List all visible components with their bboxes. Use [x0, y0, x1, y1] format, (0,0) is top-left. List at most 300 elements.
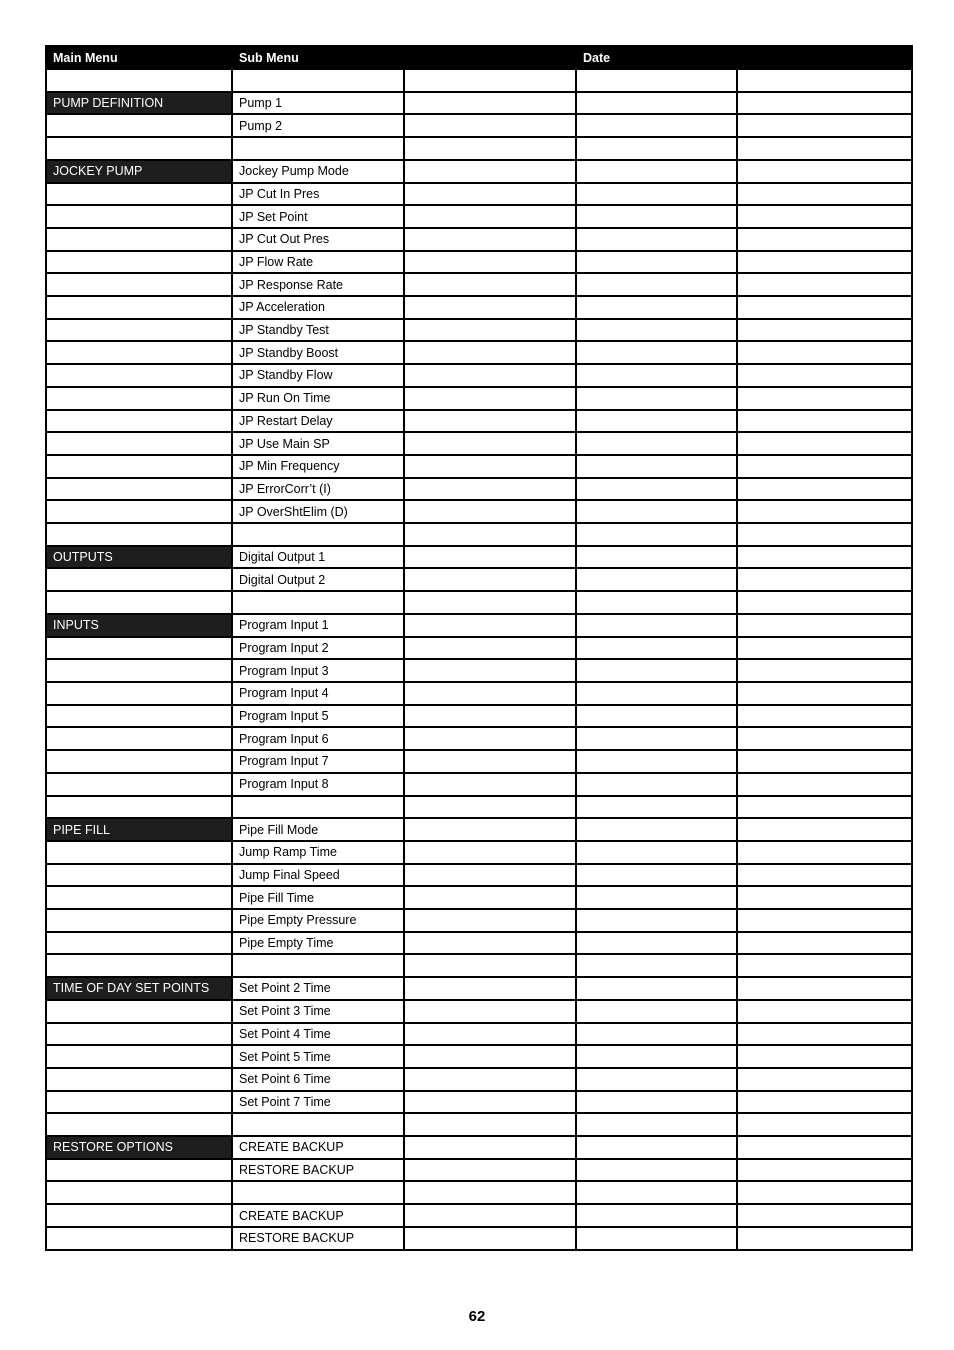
- sub-menu-cell: Pipe Empty Time: [232, 932, 404, 955]
- value-cell: [404, 455, 576, 478]
- value-cell: [404, 909, 576, 932]
- value-cell: [404, 1227, 576, 1250]
- table-row: [46, 183, 912, 206]
- table-row: [46, 773, 912, 796]
- value-cell: [404, 296, 576, 319]
- date-cell: [576, 137, 737, 160]
- sub-menu-cell: Program Input 3: [232, 659, 404, 682]
- main-menu-cell: [46, 410, 232, 433]
- notes-cell: [737, 1000, 912, 1023]
- main-menu-cell: [46, 319, 232, 342]
- date-cell: [576, 500, 737, 523]
- sub-menu-cell: [232, 523, 404, 546]
- main-menu-cell: [46, 796, 232, 819]
- notes-cell: [737, 614, 912, 637]
- table-row: [46, 727, 912, 750]
- date-cell: [576, 841, 737, 864]
- date-cell: [576, 818, 737, 841]
- notes-cell: [737, 796, 912, 819]
- value-cell: [404, 364, 576, 387]
- sub-menu-cell: Set Point 6 Time: [232, 1068, 404, 1091]
- date-cell: [576, 932, 737, 955]
- main-menu-cell: [46, 455, 232, 478]
- sub-menu-cell: [232, 591, 404, 614]
- table-row: [46, 614, 912, 637]
- table-row: [46, 114, 912, 137]
- notes-cell: [737, 69, 912, 92]
- value-cell: [404, 114, 576, 137]
- table-row: [46, 478, 912, 501]
- header-blank-2: [737, 46, 912, 69]
- value-cell: [404, 251, 576, 274]
- table-row: [46, 1204, 912, 1227]
- notes-cell: [737, 114, 912, 137]
- table-row: [46, 932, 912, 955]
- table-row: [46, 69, 912, 92]
- notes-cell: [737, 568, 912, 591]
- sub-menu-cell: RESTORE BACKUP: [232, 1227, 404, 1250]
- table-row: [46, 432, 912, 455]
- value-cell: [404, 796, 576, 819]
- value-cell: [404, 705, 576, 728]
- header-blank-1: [404, 46, 576, 69]
- value-cell: [404, 637, 576, 660]
- sub-menu-cell: Pump 1: [232, 92, 404, 115]
- table-row: [46, 796, 912, 819]
- date-cell: [576, 727, 737, 750]
- date-cell: [576, 796, 737, 819]
- sub-menu-cell: [232, 137, 404, 160]
- date-cell: [576, 273, 737, 296]
- notes-cell: [737, 1023, 912, 1046]
- value-cell: [404, 137, 576, 160]
- main-menu-cell: [46, 1045, 232, 1068]
- date-cell: [576, 886, 737, 909]
- main-menu-cell: TIME OF DAY SET POINTS: [46, 977, 232, 1000]
- table-row: [46, 818, 912, 841]
- notes-cell: [737, 546, 912, 569]
- value-cell: [404, 1204, 576, 1227]
- sub-menu-cell: Pipe Fill Mode: [232, 818, 404, 841]
- value-cell: [404, 1091, 576, 1114]
- notes-cell: [737, 160, 912, 183]
- notes-cell: [737, 1227, 912, 1250]
- table-row: [46, 546, 912, 569]
- notes-cell: [737, 1068, 912, 1091]
- sub-menu-cell: CREATE BACKUP: [232, 1204, 404, 1227]
- date-cell: [576, 1136, 737, 1159]
- value-cell: [404, 69, 576, 92]
- notes-cell: [737, 818, 912, 841]
- notes-cell: [737, 273, 912, 296]
- date-cell: [576, 455, 737, 478]
- date-cell: [576, 251, 737, 274]
- main-menu-cell: [46, 682, 232, 705]
- date-cell: [576, 614, 737, 637]
- value-cell: [404, 659, 576, 682]
- main-menu-cell: [46, 1204, 232, 1227]
- main-menu-cell: [46, 523, 232, 546]
- value-cell: [404, 818, 576, 841]
- table-row: [46, 1091, 912, 1114]
- main-menu-cell: [46, 114, 232, 137]
- sub-menu-cell: Digital Output 2: [232, 568, 404, 591]
- date-cell: [576, 205, 737, 228]
- table-row: [46, 1045, 912, 1068]
- value-cell: [404, 341, 576, 364]
- sub-menu-cell: JP Set Point: [232, 205, 404, 228]
- table-row: [46, 341, 912, 364]
- value-cell: [404, 228, 576, 251]
- table-row: [46, 659, 912, 682]
- notes-cell: [737, 410, 912, 433]
- table-row: [46, 92, 912, 115]
- sub-menu-cell: Program Input 6: [232, 727, 404, 750]
- header-row: [46, 46, 912, 69]
- table-row: [46, 205, 912, 228]
- sub-menu-cell: RESTORE BACKUP: [232, 1159, 404, 1182]
- notes-cell: [737, 364, 912, 387]
- date-cell: [576, 637, 737, 660]
- main-menu-cell: [46, 296, 232, 319]
- table-row: [46, 954, 912, 977]
- value-cell: [404, 1159, 576, 1182]
- notes-cell: [737, 659, 912, 682]
- notes-cell: [737, 523, 912, 546]
- date-cell: [576, 114, 737, 137]
- date-cell: [576, 546, 737, 569]
- notes-cell: [737, 1091, 912, 1114]
- main-menu-cell: [46, 909, 232, 932]
- sub-menu-cell: Set Point 5 Time: [232, 1045, 404, 1068]
- date-cell: [576, 909, 737, 932]
- main-menu-cell: RESTORE OPTIONS: [46, 1136, 232, 1159]
- notes-cell: [737, 841, 912, 864]
- date-cell: [576, 977, 737, 1000]
- sub-menu-cell: JP Min Frequency: [232, 455, 404, 478]
- main-menu-cell: [46, 137, 232, 160]
- main-menu-cell: [46, 387, 232, 410]
- table-row: [46, 296, 912, 319]
- notes-cell: [737, 932, 912, 955]
- notes-cell: [737, 864, 912, 887]
- value-cell: [404, 864, 576, 887]
- main-menu-cell: [46, 568, 232, 591]
- date-cell: [576, 682, 737, 705]
- value-cell: [404, 1045, 576, 1068]
- sub-menu-cell: JP Use Main SP: [232, 432, 404, 455]
- date-cell: [576, 296, 737, 319]
- notes-cell: [737, 977, 912, 1000]
- value-cell: [404, 932, 576, 955]
- sub-menu-cell: Digital Output 1: [232, 546, 404, 569]
- table-row: [46, 1000, 912, 1023]
- notes-cell: [737, 1136, 912, 1159]
- notes-cell: [737, 296, 912, 319]
- table-row: [46, 909, 912, 932]
- main-menu-cell: [46, 1000, 232, 1023]
- page-number: 62: [468, 1308, 486, 1325]
- value-cell: [404, 1068, 576, 1091]
- value-cell: [404, 523, 576, 546]
- value-cell: [404, 387, 576, 410]
- table-row: [46, 1136, 912, 1159]
- notes-cell: [737, 637, 912, 660]
- sub-menu-cell: JP Flow Rate: [232, 251, 404, 274]
- notes-cell: [737, 92, 912, 115]
- notes-cell: [737, 909, 912, 932]
- main-menu-cell: [46, 1113, 232, 1136]
- notes-cell: [737, 500, 912, 523]
- sub-menu-cell: [232, 954, 404, 977]
- main-menu-cell: [46, 273, 232, 296]
- value-cell: [404, 478, 576, 501]
- value-cell: [404, 1113, 576, 1136]
- notes-cell: [737, 251, 912, 274]
- sub-menu-cell: Jump Ramp Time: [232, 841, 404, 864]
- main-menu-cell: [46, 727, 232, 750]
- main-menu-cell: PIPE FILL: [46, 818, 232, 841]
- main-menu-cell: [46, 750, 232, 773]
- main-menu-cell: [46, 637, 232, 660]
- main-menu-cell: [46, 432, 232, 455]
- notes-cell: [737, 183, 912, 206]
- table-row: [46, 1113, 912, 1136]
- notes-cell: [737, 455, 912, 478]
- value-cell: [404, 205, 576, 228]
- sub-menu-cell: JP Cut In Pres: [232, 183, 404, 206]
- value-cell: [404, 682, 576, 705]
- value-cell: [404, 614, 576, 637]
- main-menu-cell: [46, 364, 232, 387]
- notes-cell: [737, 705, 912, 728]
- main-menu-cell: [46, 591, 232, 614]
- value-cell: [404, 568, 576, 591]
- value-cell: [404, 1136, 576, 1159]
- sub-menu-cell: JP OverShtElim (D): [232, 500, 404, 523]
- notes-cell: [737, 1181, 912, 1204]
- date-cell: [576, 319, 737, 342]
- sub-menu-cell: JP Response Rate: [232, 273, 404, 296]
- date-cell: [576, 705, 737, 728]
- date-cell: [576, 1181, 737, 1204]
- main-menu-cell: [46, 773, 232, 796]
- value-cell: [404, 841, 576, 864]
- table-row: [46, 160, 912, 183]
- table-body: [46, 69, 912, 1250]
- notes-cell: [737, 478, 912, 501]
- date-cell: [576, 954, 737, 977]
- value-cell: [404, 160, 576, 183]
- header-main-menu: Main Menu: [46, 46, 232, 69]
- main-menu-cell: [46, 251, 232, 274]
- notes-cell: [737, 886, 912, 909]
- date-cell: [576, 478, 737, 501]
- notes-cell: [737, 1159, 912, 1182]
- sub-menu-cell: Pipe Fill Time: [232, 886, 404, 909]
- date-cell: [576, 183, 737, 206]
- notes-cell: [737, 1204, 912, 1227]
- notes-cell: [737, 1113, 912, 1136]
- table-row: [46, 455, 912, 478]
- value-cell: [404, 500, 576, 523]
- main-menu-cell: [46, 705, 232, 728]
- table-row: [46, 228, 912, 251]
- main-menu-cell: [46, 500, 232, 523]
- date-cell: [576, 1159, 737, 1182]
- date-cell: [576, 228, 737, 251]
- notes-cell: [737, 1045, 912, 1068]
- main-menu-cell: [46, 1091, 232, 1114]
- main-menu-cell: [46, 841, 232, 864]
- notes-cell: [737, 432, 912, 455]
- notes-cell: [737, 750, 912, 773]
- sub-menu-cell: Set Point 2 Time: [232, 977, 404, 1000]
- table-row: [46, 750, 912, 773]
- sub-menu-cell: JP Restart Delay: [232, 410, 404, 433]
- table-row: [46, 705, 912, 728]
- date-cell: [576, 773, 737, 796]
- table-row: [46, 977, 912, 1000]
- date-cell: [576, 1204, 737, 1227]
- table-row: [46, 1023, 912, 1046]
- table-row: [46, 1159, 912, 1182]
- date-cell: [576, 410, 737, 433]
- table-row: [46, 387, 912, 410]
- value-cell: [404, 773, 576, 796]
- sub-menu-cell: Program Input 2: [232, 637, 404, 660]
- table-row: [46, 1181, 912, 1204]
- value-cell: [404, 954, 576, 977]
- main-menu-cell: [46, 205, 232, 228]
- notes-cell: [737, 205, 912, 228]
- main-menu-cell: [46, 478, 232, 501]
- main-menu-cell: INPUTS: [46, 614, 232, 637]
- value-cell: [404, 546, 576, 569]
- date-cell: [576, 864, 737, 887]
- table-header: [46, 46, 912, 69]
- date-cell: [576, 591, 737, 614]
- notes-cell: [737, 341, 912, 364]
- sub-menu-cell: Set Point 3 Time: [232, 1000, 404, 1023]
- main-menu-cell: [46, 183, 232, 206]
- main-menu-cell: [46, 1068, 232, 1091]
- main-menu-cell: [46, 341, 232, 364]
- sub-menu-cell: [232, 796, 404, 819]
- main-menu-cell: [46, 954, 232, 977]
- date-cell: [576, 1227, 737, 1250]
- sub-menu-cell: JP Run On Time: [232, 387, 404, 410]
- notes-cell: [737, 387, 912, 410]
- sub-menu-cell: Set Point 4 Time: [232, 1023, 404, 1046]
- sub-menu-cell: JP Cut Out Pres: [232, 228, 404, 251]
- table-row: [46, 886, 912, 909]
- main-menu-cell: JOCKEY PUMP: [46, 160, 232, 183]
- sub-menu-cell: Jockey Pump Mode: [232, 160, 404, 183]
- value-cell: [404, 183, 576, 206]
- value-cell: [404, 886, 576, 909]
- date-cell: [576, 1068, 737, 1091]
- sub-menu-cell: Pump 2: [232, 114, 404, 137]
- table-row: [46, 682, 912, 705]
- date-cell: [576, 523, 737, 546]
- notes-cell: [737, 137, 912, 160]
- date-cell: [576, 432, 737, 455]
- table-row: [46, 1227, 912, 1250]
- header-sub-menu: Sub Menu: [232, 46, 404, 69]
- sub-menu-cell: Program Input 1: [232, 614, 404, 637]
- sub-menu-cell: JP ErrorCorr’t (I): [232, 478, 404, 501]
- main-menu-cell: OUTPUTS: [46, 546, 232, 569]
- date-cell: [576, 69, 737, 92]
- sub-menu-cell: JP Standby Boost: [232, 341, 404, 364]
- notes-cell: [737, 591, 912, 614]
- table-row: [46, 410, 912, 433]
- sub-menu-cell: Program Input 5: [232, 705, 404, 728]
- table-row: [46, 1068, 912, 1091]
- table-row: [46, 591, 912, 614]
- sub-menu-cell: JP Standby Flow: [232, 364, 404, 387]
- date-cell: [576, 1091, 737, 1114]
- main-menu-cell: [46, 659, 232, 682]
- sub-menu-cell: Program Input 4: [232, 682, 404, 705]
- date-cell: [576, 1000, 737, 1023]
- header-date: Date: [576, 46, 737, 69]
- sub-menu-cell: [232, 1113, 404, 1136]
- main-menu-cell: [46, 1023, 232, 1046]
- value-cell: [404, 1181, 576, 1204]
- date-cell: [576, 1113, 737, 1136]
- table-row: [46, 568, 912, 591]
- value-cell: [404, 977, 576, 1000]
- main-menu-cell: [46, 1159, 232, 1182]
- sub-menu-cell: JP Standby Test: [232, 319, 404, 342]
- value-cell: [404, 750, 576, 773]
- value-cell: [404, 273, 576, 296]
- notes-cell: [737, 228, 912, 251]
- date-cell: [576, 568, 737, 591]
- value-cell: [404, 591, 576, 614]
- sub-menu-cell: Set Point 7 Time: [232, 1091, 404, 1114]
- date-cell: [576, 341, 737, 364]
- date-cell: [576, 387, 737, 410]
- notes-cell: [737, 727, 912, 750]
- value-cell: [404, 727, 576, 750]
- main-menu-cell: [46, 1181, 232, 1204]
- table-row: [46, 251, 912, 274]
- sub-menu-cell: JP Acceleration: [232, 296, 404, 319]
- main-menu-cell: PUMP DEFINITION: [46, 92, 232, 115]
- table-row: [46, 500, 912, 523]
- sub-menu-cell: [232, 69, 404, 92]
- date-cell: [576, 1023, 737, 1046]
- value-cell: [404, 1023, 576, 1046]
- notes-cell: [737, 773, 912, 796]
- sub-menu-cell: Jump Final Speed: [232, 864, 404, 887]
- table-row: [46, 319, 912, 342]
- value-cell: [404, 92, 576, 115]
- date-cell: [576, 160, 737, 183]
- date-cell: [576, 1045, 737, 1068]
- value-cell: [404, 432, 576, 455]
- table-row: [46, 273, 912, 296]
- main-menu-cell: [46, 932, 232, 955]
- date-cell: [576, 92, 737, 115]
- notes-cell: [737, 954, 912, 977]
- sub-menu-cell: [232, 1181, 404, 1204]
- sub-menu-cell: Pipe Empty Pressure: [232, 909, 404, 932]
- date-cell: [576, 364, 737, 387]
